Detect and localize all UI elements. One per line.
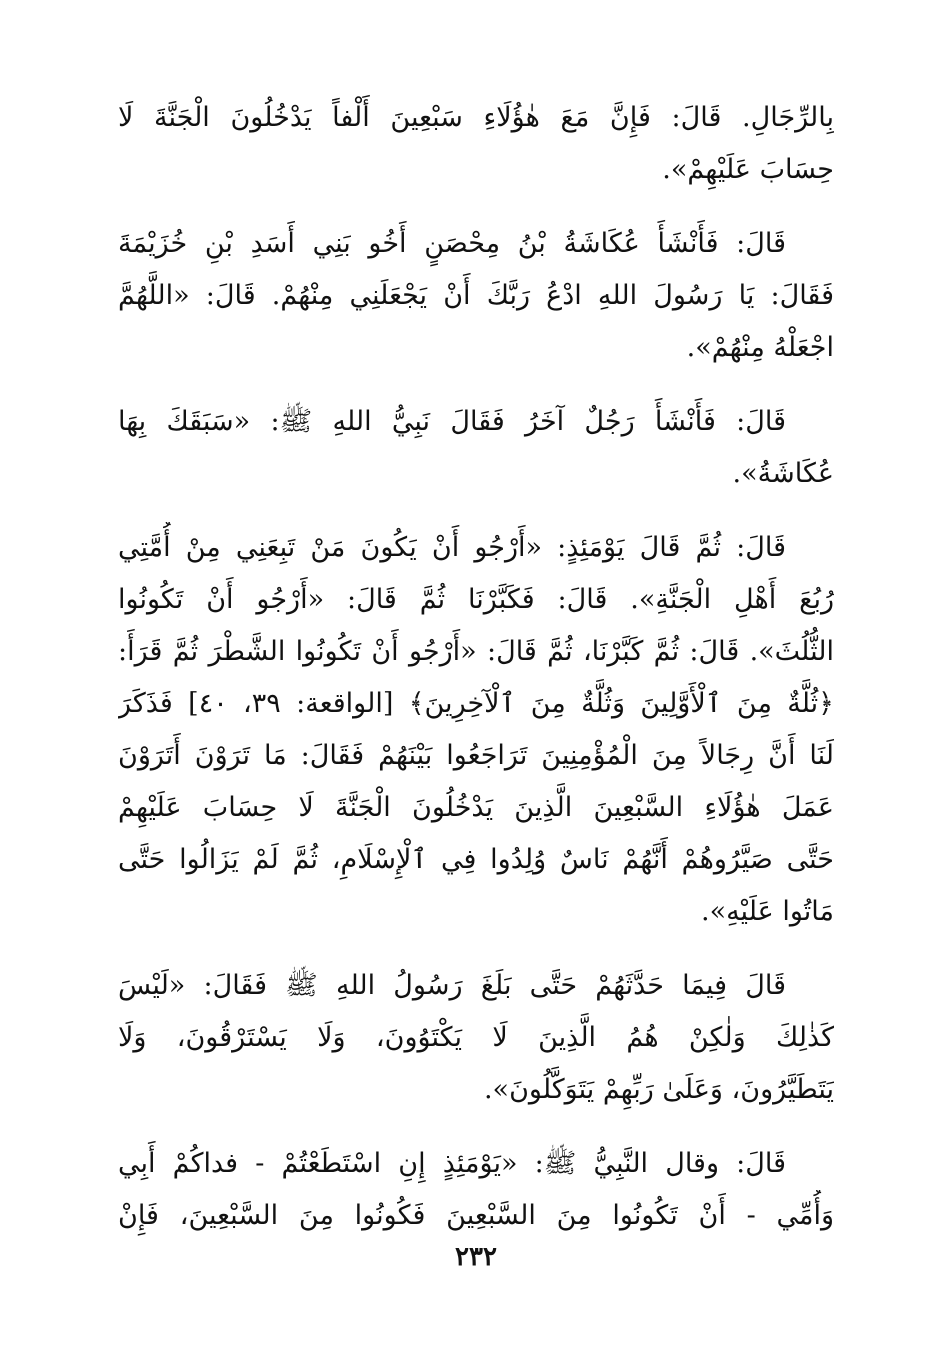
paragraph-6 — [118, 1138, 834, 1242]
paragraph-1 — [118, 92, 834, 196]
text-line: لَنَا أَنَّ رِجَالاً مِنَ الْمُؤْمِنِينَ تَرَاجَعُوا بَيْنَهُمْ فَقَالَ: مَا تَرَوْنَ أَتَرَوْنَ — [118, 740, 834, 771]
text-line: رُبُعَ أَهْلِ الْجَنَّةِ». قَالَ: فَكَبَّرْنَا ثُمَّ قَالَ: «أَرْجُو أَنْ تَكُونُوا — [118, 584, 834, 615]
text-line: بِالرِّجَالِ. قَالَ: فَإِنَّ مَعَ هٰؤُلَاءِ سَبْعِينَ أَلْفاً يَدْخُلُونَ الْجَنَّةَ لَا — [118, 102, 834, 133]
text-line: فَقَالَ: يَا رَسُولَ اللهِ ادْعُ رَبَّكَ أَنْ يَجْعَلَنِي مِنْهُمْ. قَالَ: «اللَّهُمَّ — [118, 280, 834, 311]
text-line: قَالَ: فَأَنْشَأَ عُكَاشَةُ بْنُ مِحْصَنٍ أَخُو بَنِي أَسَدِ بْنِ خُزَيْمَةَ — [118, 228, 786, 259]
text-line: الثُّلُثَ». قَالَ: ثُمَّ كَبَّرْنَا، ثُمَّ قَالَ: «أَرْجُو أَنْ تَكُونُوا الشَّطْرَ ثُمَّ قَرَأَ: — [118, 636, 834, 667]
text-line: حَتَّى صَيَّرُوهُمْ أَنَّهُمْ نَاسٌ وُلِدُوا فِي ٱلْإِسْلَامِ، ثُمَّ لَمْ يَزَالُوا حَتَّى — [118, 844, 834, 875]
text-line: قَالَ: فَأَنْشَأَ رَجُلٌ آخَرُ فَقَالَ نَبِيُّ اللهِ ﷺ: «سَبَقَكَ بِهَا — [118, 406, 786, 437]
text-line: قَالَ: وقال النَّبِيُّ ﷺ: «يَوْمَئِذٍ إِنِ اسْتَطَعْتُمْ - فداكُمْ أَبِي — [118, 1148, 786, 1179]
text-line: عُكَاشَةُ». — [732, 458, 834, 489]
text-line: حِسَابَ عَلَيْهِمْ». — [662, 154, 834, 185]
page-number: ٢٣٢ — [455, 1242, 497, 1272]
text-line: وَأُمِّي - أَنْ تَكُونُوا مِنَ السَّبْعِينَ فَكُونُوا مِنَ السَّبْعِينَ، فَإِنْ — [118, 1200, 834, 1231]
text-line: ﴿ثُلَّةٌ مِنَ ٱلْأَوَّلِينَ وَثُلَّةٌ مِنَ ٱلْآخِرِينَ﴾ [الواقعة: ٣٩، ٤٠] فَذَكَرَ — [118, 688, 834, 719]
paragraph-3 — [118, 396, 834, 500]
text-line: كَذٰلِكَ وَلٰكِنْ هُمُ الَّذِينَ لَا يَكْتَوُونَ، وَلَا يَسْتَرْقُونَ، وَلَا — [118, 1022, 834, 1053]
text-line: قَالَ: ثُمَّ قَالَ يَوْمَئِذٍ: «أَرْجُو أَنْ يَكُونَ مَنْ تَبِعَنِي مِنْ أُمَّتِي — [118, 532, 786, 563]
text-line: مَاتُوا عَلَيْهِ». — [700, 896, 834, 927]
page-body — [118, 92, 834, 1242]
text-line: اجْعَلْهُ مِنْهُمْ». — [686, 332, 834, 363]
paragraph-2 — [118, 218, 834, 374]
paragraph-4 — [118, 522, 834, 938]
paragraph-5 — [118, 960, 834, 1116]
text-line: عَمَلَ هٰؤُلَاءِ السَّبْعِينَ الَّذِينَ يَدْخُلُونَ الْجَنَّةَ لَا حِسَابَ عَلَيْهِمْ — [118, 792, 834, 823]
text-line: يَتَطَيَّرُونَ، وَعَلَىٰ رَبِّهِمْ يَتَوَكَّلُونَ». — [483, 1074, 834, 1105]
text-line: قَالَ فِيمَا حَدَّثَهُمْ حَتَّى بَلَغَ رَسُولُ اللهِ ﷺ فَقَالَ: «لَيْسَ — [118, 970, 786, 1001]
